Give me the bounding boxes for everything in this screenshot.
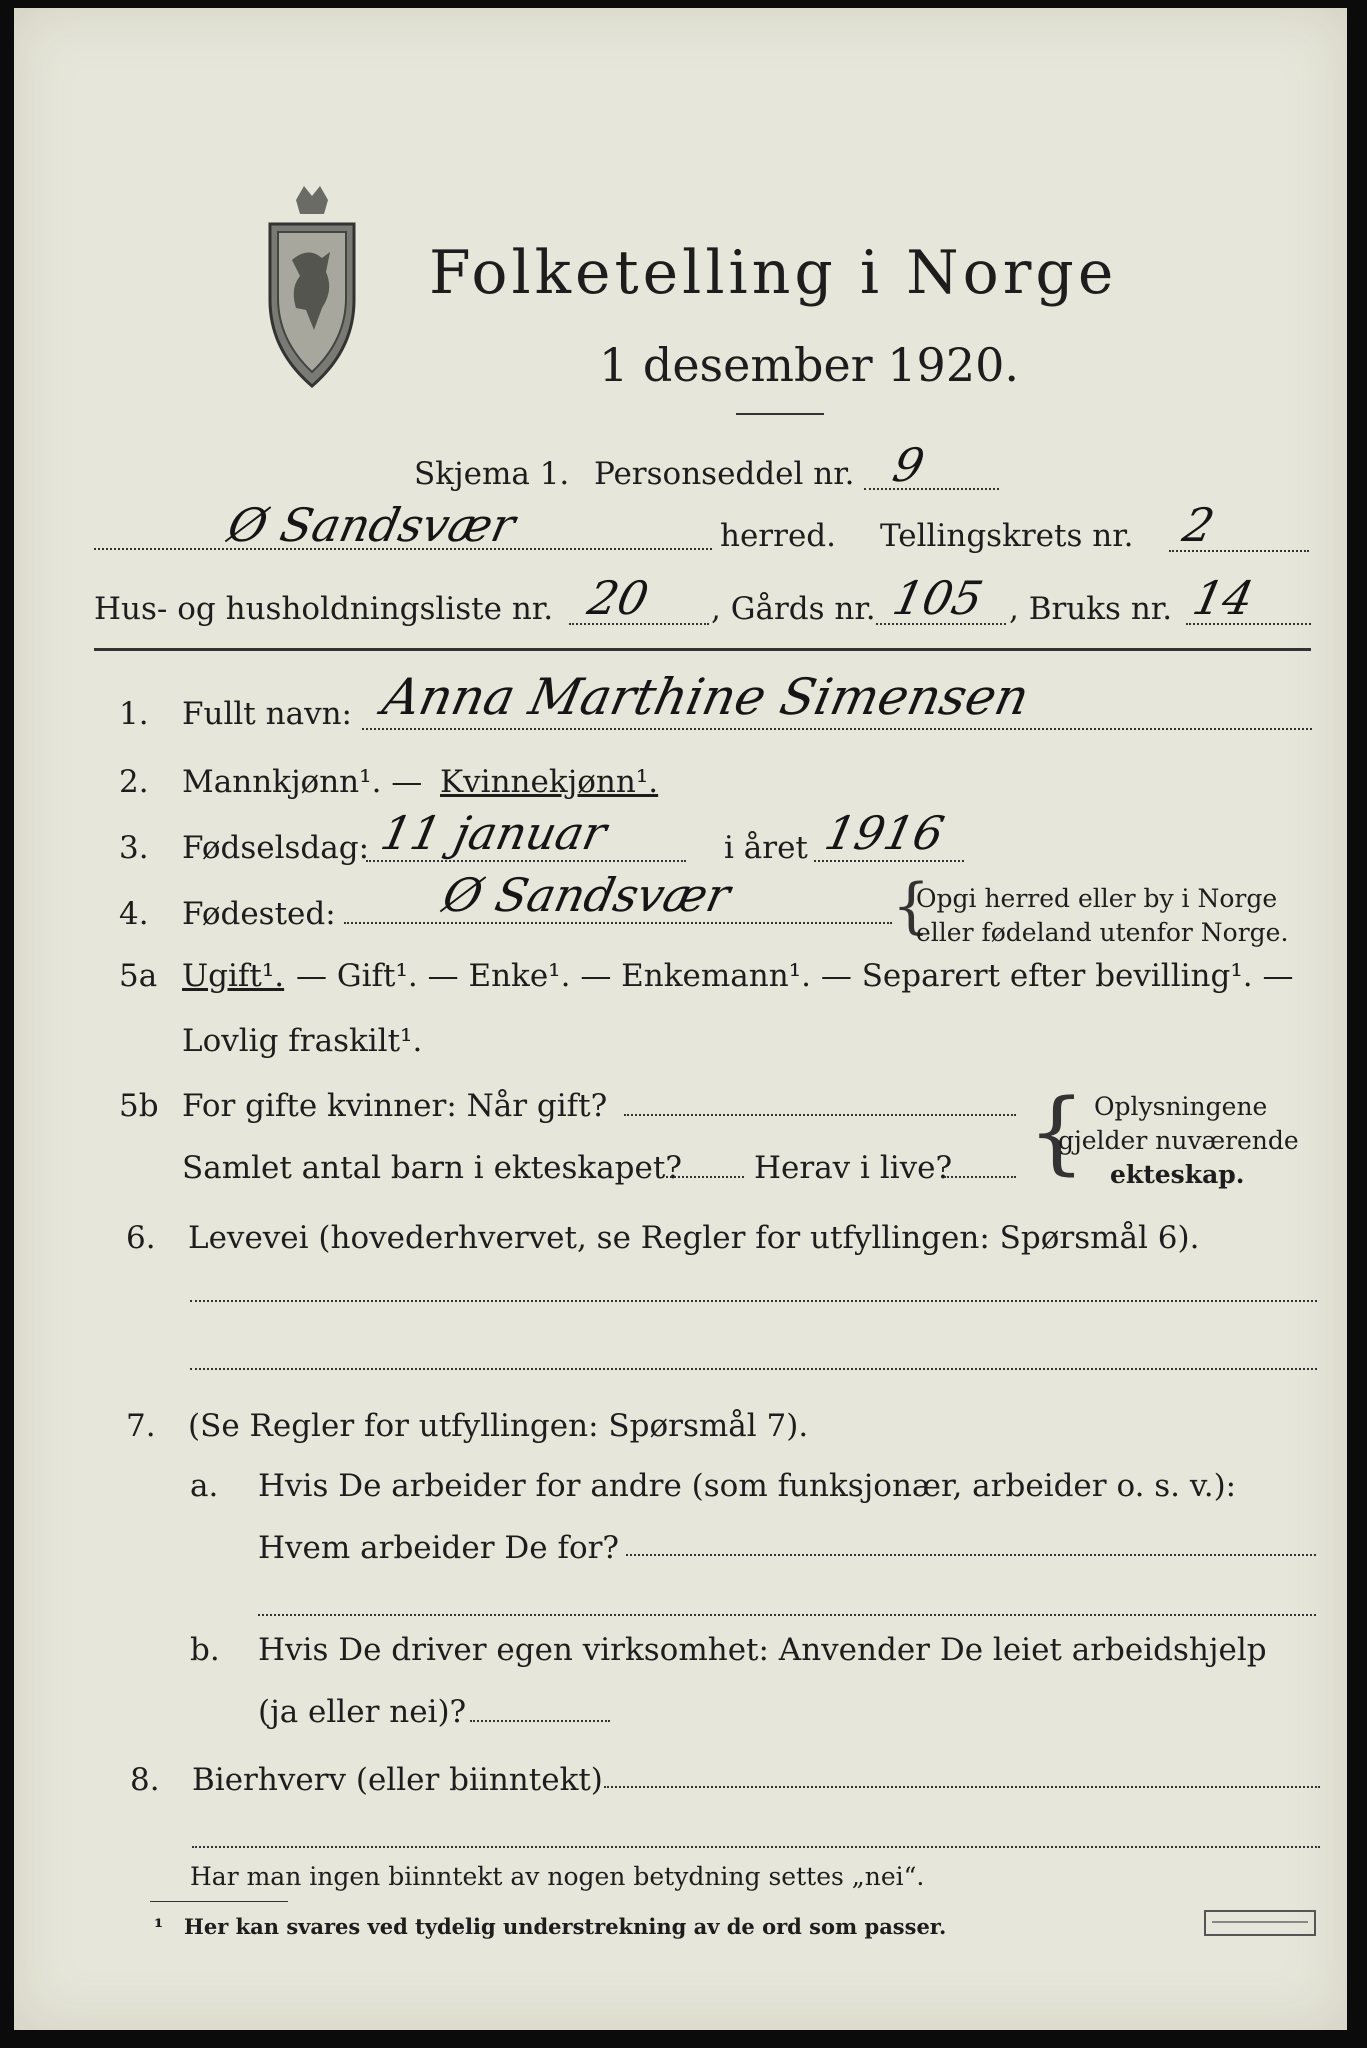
personseddel-label: Personseddel nr. — [594, 456, 855, 492]
q7b-label: Hvis De driver egen virksomhet: Anvender De leiet arbeidshjelp — [258, 1632, 1267, 1668]
coat-of-arms-icon — [252, 180, 372, 392]
q1-number: 1. — [119, 696, 149, 732]
title-divider — [736, 413, 824, 415]
q5b-note-3: ekteskap. — [1110, 1160, 1245, 1189]
gards-label: , Gårds nr. — [711, 591, 876, 627]
tellingskrets-label: Tellingskrets nr. — [880, 518, 1134, 554]
printer-stamp — [1204, 1910, 1316, 1936]
q8-line-2 — [192, 1846, 1320, 1848]
header-separator — [94, 648, 1311, 651]
skjema-label: Skjema 1. — [414, 456, 570, 492]
footer-note: Har man ingen biinntekt av nogen betydning settes „nei“. — [190, 1862, 925, 1891]
q5b-note-1: Oplysningene — [1094, 1092, 1268, 1121]
q7a-line-1 — [626, 1554, 1316, 1556]
gards-value: 105 — [888, 571, 988, 625]
q3-value: 11 januar — [376, 806, 612, 860]
herred-value: Ø Sandsvær — [223, 498, 520, 552]
q4-brace: { — [892, 871, 931, 941]
q3-year-label: i året — [724, 830, 808, 866]
q7a-sub: Hvem arbeider De for? — [258, 1530, 620, 1566]
footnote-mark: ¹ — [154, 1914, 164, 1939]
q7b-line — [470, 1720, 610, 1722]
q4-note-2: eller fødeland utenfor Norge. — [916, 918, 1289, 947]
q5b-gift-line — [624, 1114, 1016, 1116]
bruks-label: , Bruks nr. — [1009, 591, 1173, 627]
q5a-line-2: Lovlig fraskilt¹. — [182, 1023, 423, 1059]
q4-number: 4. — [119, 896, 149, 932]
husliste-value: 20 — [583, 571, 654, 625]
q3-year-line — [814, 860, 964, 862]
q6-label: Levevei (hovederhvervet, se Regler for utfyllingen: Spørsmål 6). — [188, 1220, 1200, 1256]
q7-label: (Se Regler for utfyllingen: Spørsmål 7). — [188, 1408, 809, 1444]
husliste-label: Hus- og husholdningsliste nr. — [94, 591, 554, 627]
q5b-brace: { — [1028, 1080, 1086, 1185]
q4-label: Fødested: — [182, 896, 336, 932]
q6-answer-line-1 — [190, 1300, 1317, 1302]
footnote-divider — [150, 1901, 288, 1902]
form-title: Folketelling i Norge — [429, 238, 1118, 308]
q2-female: Kvinnekjønn¹. — [440, 764, 659, 800]
tellingskrets-value: 2 — [1178, 498, 1220, 552]
q7-number: 7. — [126, 1408, 156, 1444]
q6-answer-line-2 — [190, 1368, 1317, 1370]
q5a-ugift: Ugift¹. — [182, 958, 285, 994]
q5b-number: 5b — [119, 1088, 159, 1124]
herred-label: herred. — [720, 518, 836, 554]
q2-number: 2. — [119, 764, 149, 800]
q1-line — [362, 728, 1312, 730]
q8-label: Bierhverv (eller biinntekt) — [192, 1762, 603, 1798]
q5b-children: Samlet antal barn i ekteskapet? — [182, 1150, 682, 1186]
q4-line — [344, 922, 892, 924]
q7a-line-2 — [258, 1614, 1316, 1616]
q4-value: Ø Sandsvær — [438, 868, 735, 922]
q4-note-1: Opgi herred eller by i Norge — [916, 884, 1278, 913]
q5a-number: 5a — [119, 958, 158, 994]
bruks-value: 14 — [1188, 571, 1259, 625]
q5a-options: — Gift¹. — Enke¹. — Enkemann¹. — Separert efter bevilling¹. — — [296, 958, 1294, 994]
footnote-text: Her kan svares ved tydelig understrekning av de ord som passer. — [184, 1914, 947, 1939]
q1-value: Anna Marthine Simensen — [377, 668, 1035, 726]
q3-number: 3. — [119, 830, 149, 866]
census-date: 1 desember 1920. — [599, 338, 1019, 392]
q7a-label: Hvis De arbeider for andre (som funksjonær, arbeider o. s. v.): — [258, 1468, 1237, 1504]
q8-number: 8. — [130, 1762, 160, 1798]
q5b-alive: Herav i live? — [754, 1150, 953, 1186]
q3-line — [366, 860, 686, 862]
census-form — [14, 8, 1347, 2030]
q5b-line-1: For gifte kvinner: Når gift? — [182, 1088, 608, 1124]
q2-male: Mannkjønn¹. — — [182, 764, 423, 800]
q7a-number: a. — [190, 1468, 219, 1504]
q3-year-value: 1916 — [820, 806, 949, 860]
q7b-number: b. — [190, 1632, 220, 1668]
q6-number: 6. — [126, 1220, 156, 1256]
q7b-sub: (ja eller nei)? — [258, 1694, 467, 1730]
q5b-alive-line — [944, 1176, 1016, 1178]
personseddel-line — [864, 488, 999, 490]
personseddel-value: 9 — [888, 438, 930, 492]
q8-line-1 — [604, 1786, 1320, 1788]
q5b-note-2: gjelder nuværende — [1058, 1126, 1299, 1155]
q5b-children-line — [666, 1176, 744, 1178]
q1-label: Fullt navn: — [182, 696, 352, 732]
q3-label: Fødselsdag: — [182, 830, 370, 866]
